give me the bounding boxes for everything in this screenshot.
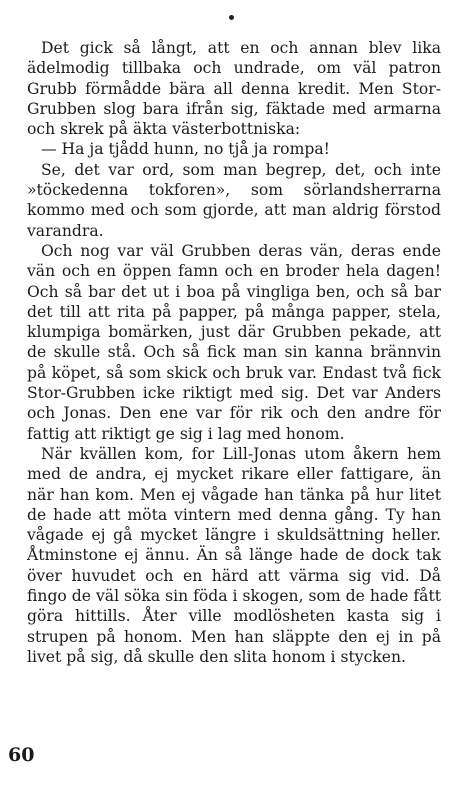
paragraph: Och nog var väl Grubben deras vän, deras ende vän och en öppen famn och en broder hela dagen! Och så bar det ut i boa på vingliga ben, och så bar det till att rita på papper, på många papper, stela, klumpiga bomärken, just där Grubben pekade, att de skulle stå. Och så fick man sin kanna brännvin på köpet, så som skick och bruk var. Endast två fick Stor-Grubben icke riktigt med sig. Det var Anders och Jonas. Den ene var för rik och den andre för fattig att riktigt ge sig i lag med honom. (27, 241, 441, 443)
page-number: 60 (8, 744, 35, 766)
dialogue-line: — Ha ja tjådd hunn, no tjå ja rompa! (41, 140, 330, 159)
ink-speck-mark (229, 15, 234, 20)
body-text (27, 38, 441, 667)
paragraph: Se, det var ord, som man begrep, det, och inte »töckedenna tokforen», som sörlandsherrarna kommo med och som gjorde, att man aldrig förstod varandra. (27, 160, 441, 240)
paragraph: När kvällen kom, for Lill-Jonas utom åkern hem med de andra, ej mycket rikare eller fattigare, än när han kom. Men ej vågade han tänka på hur litet de hade att möta vintern med denna gång. Ty han vågade ej gå mycket längre i skuldsättning heller. Åtminstone ej ännu. Än så länge hade de dock tak över huvudet och en härd att värma sig vid. Då fingo de väl söka sin föda i skogen, som de hade fått göra hittills. Åter ville modlösheten kasta sig i strupen på honom. Men han släppte den ej in på livet på sig, då skulle den slita honom i stycken. (27, 444, 441, 666)
paragraph: Det gick så långt, att en och annan blev lika ädelmodig tillbaka och undrade, om väl patron Grubb förmådde bära all denna kredit. Men Stor-Grubben slog bara ifrån sig, fäktade med armarna och skrek på äkta västerbottniska: (27, 39, 441, 139)
